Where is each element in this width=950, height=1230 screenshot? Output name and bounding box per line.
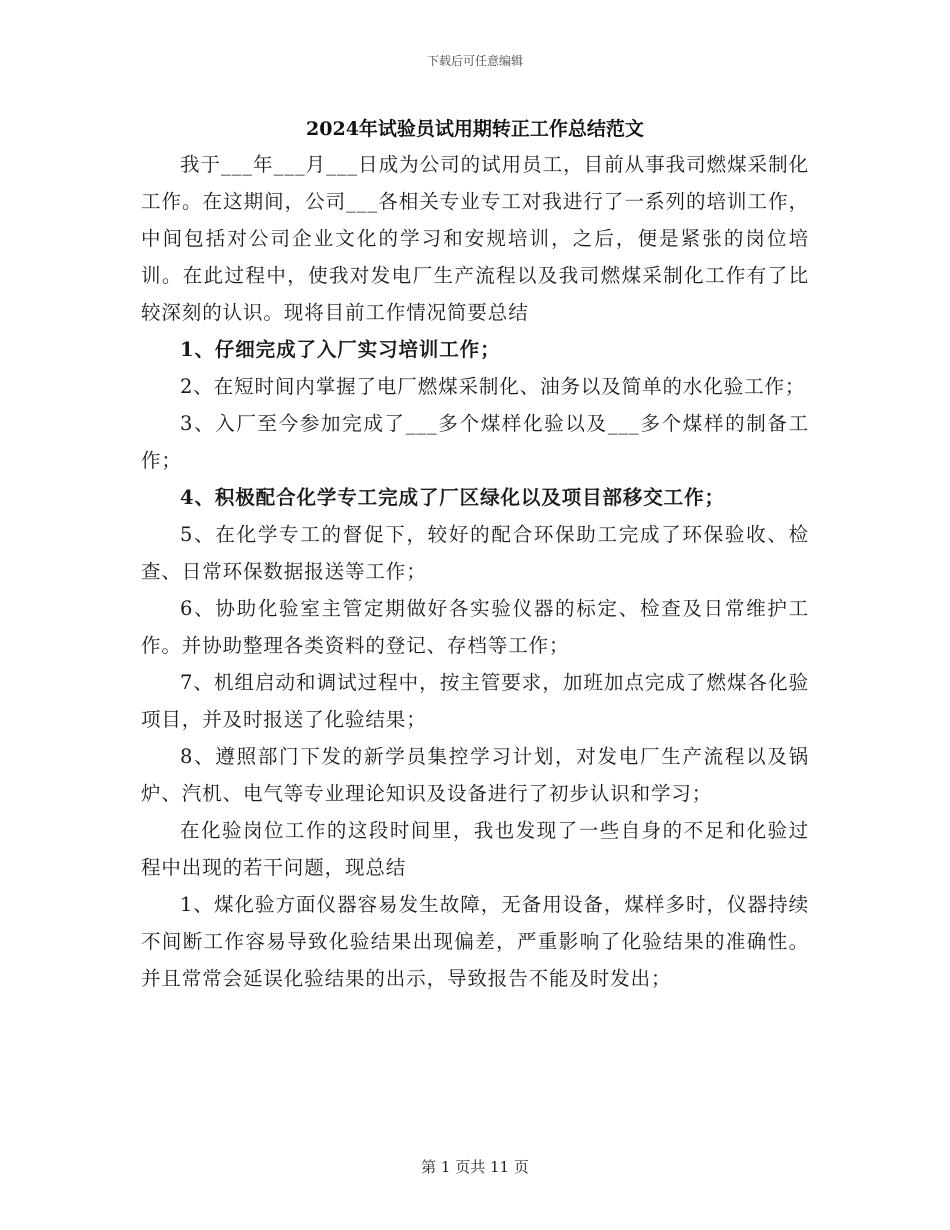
page-number: 第 1 页共 11 页 (421, 1158, 529, 1176)
header-note: 下载后可任意编辑 (426, 54, 523, 68)
document-body (141, 146, 809, 997)
paragraph-item-7: 7、机组启动和调试过程中，按主管要求，加班加点完成了燃煤各化验项目，并及时报送了化验结果； (141, 671, 809, 731)
paragraph-intro: 我于___年___月___日成为公司的试用员工，目前从事我司燃煤采制化工作。在这期间，公司___各相关专业专工对我进行了一系列的培训工作，中间包括对公司企业文化的学习和安规培训，之后，便是紧张的岗位培训。在此过程中，使我对发电厂生产流程以及我司燃煤采制化工作有了比较深刻的认识。现将目前工作情况简要总结 (141, 153, 809, 324)
paragraph-item-3: 3、入厂至今参加完成了___多个煤样化验以及___多个煤样的制备工作； (141, 412, 809, 472)
paragraph-issue-1: 1、煤化验方面仪器容易发生故障，无备用设备，煤样多时，仪器持续不间断工作容易导致化验结果出现偏差，严重影响了化验结果的准确性。并且常常会延误化验结果的出示，导致报告不能及时发出； (141, 893, 809, 990)
paragraph-item-2: 2、在短时间内掌握了电厂燃煤采制化、油务以及简单的水化验工作； (180, 375, 806, 398)
paragraph-item-1: 1、仔细完成了入厂实习培训工作； (180, 338, 501, 361)
document-title: 2024年试验员试用期转正工作总结范文 (306, 118, 644, 140)
paragraph-item-5: 5、在化学专工的督促下，较好的配合环保助工完成了环保验收、检查、日常环保数据报送等工作； (141, 523, 809, 583)
paragraph-issues-intro: 在化验岗位工作的这段时间里，我也发现了一些自身的不足和化验过程中出现的若干问题，现总结 (141, 819, 809, 879)
paragraph-item-8: 8、遵照部门下发的新学员集控学习计划，对发电厂生产流程以及锅炉、汽机、电气等专业理论知识及设备进行了初步认识和学习； (141, 745, 809, 805)
paragraph-item-6: 6、协助化验室主管定期做好各实验仪器的标定、检查及日常维护工作。并协助整理各类资料的登记、存档等工作； (141, 597, 809, 657)
paragraph-item-4: 4、积极配合化学专工完成了厂区绿化以及项目部移交工作； (180, 486, 725, 509)
